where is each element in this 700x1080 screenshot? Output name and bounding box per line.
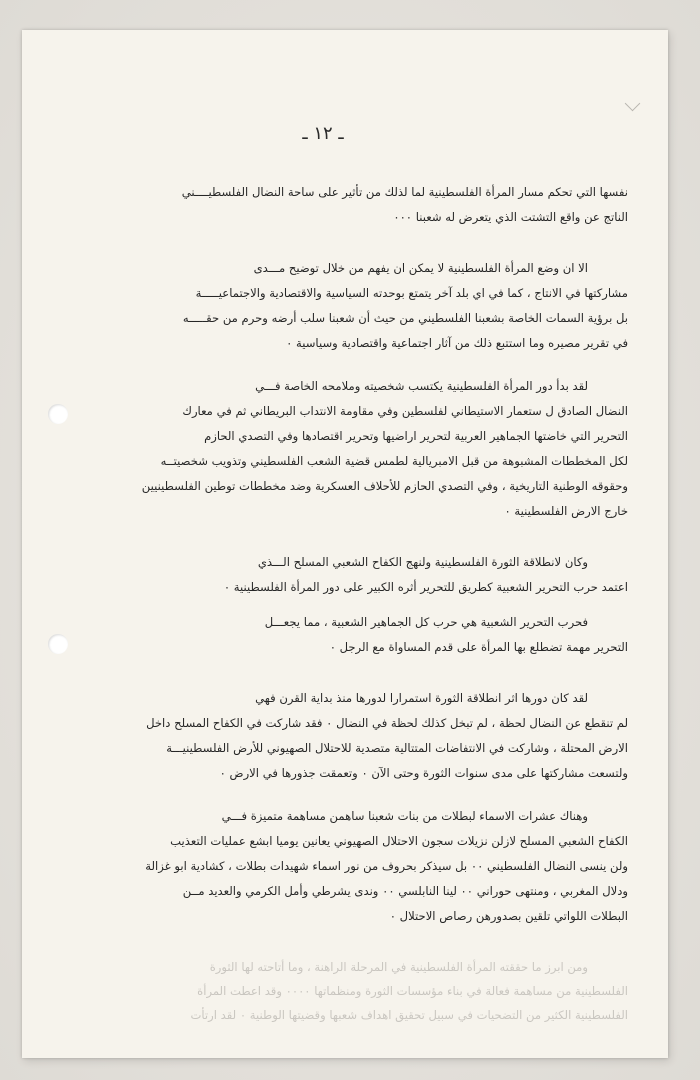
text-line: لقد كان دورها اثر انطلاقة الثورة استمرارا لدورها منذ بداية القرن فهي xyxy=(255,691,588,705)
text-line: لم تنقطع عن النضال لحظة ، لم تبخل كذلك لحظة في النضال ٠ فقد شاركت في الكفاح المسلح داخل xyxy=(146,716,628,730)
text-line: وحقوقه الوطنية التاريخية ، وفي التصدي الحازم للأحلاف العسكرية وضد مخططات توطين الفلسطينيين xyxy=(141,479,628,493)
bleedthrough-text xyxy=(48,955,628,1027)
text-line: اعتمد حرب التحرير الشعبية كطريق للتحرير أثره الكبير على دور المرأة الفلسطينية ٠ xyxy=(223,580,628,594)
paragraph-5 xyxy=(48,610,628,660)
paragraph-1 xyxy=(48,180,628,230)
text-line: فحرب التحرير الشعبية هي حرب كل الجماهير الشعبية ، مما يجعـــل xyxy=(264,615,588,629)
text-line: بل برؤية السمات الخاصة بشعبنا الفلسطيني من حيث أن شعبنا سلب أرضه وحرم من حقـــــه xyxy=(182,311,628,325)
text-line: وهناك عشرات الاسماء لبطلات من بنات شعبنا ساهمن مساهمة متميزة فـــي xyxy=(221,809,588,823)
faded-text-line: الفلسطينية من مساهمة فعالة في بناء مؤسسات الثورة ومنظماتها ٠٠٠٠ وقد اعطت المرأة xyxy=(197,984,628,998)
text-line: ودلال المغربي ، ومنتهى حوراني ٠٠ لينا النابلسي ٠٠ وندى يشرطي وأمل الكرمي والعديد مــن xyxy=(182,884,628,898)
text-line: ولن ينسى النضال الفلسطيني ٠٠ بل سيذكر بحروف من نور اسماء شهيدات بطلات ، كشادية ابو غزالة xyxy=(145,859,628,873)
faded-text-line: الفلسطينية الكثير من التضحيات في سبيل تحقيق اهداف شعبها وقضيتها الوطنية ٠ لقد ارتأت xyxy=(190,1008,628,1022)
paragraph-2 xyxy=(48,256,628,356)
document-body xyxy=(48,180,628,1027)
paragraph-3 xyxy=(48,374,628,524)
text-line: الا ان وضع المرأة الفلسطينية لا يمكن ان يفهم من خلال توضيح مـــدى xyxy=(253,261,588,275)
page-number: ـ ١٢ ـ xyxy=(302,123,344,144)
text-line: الناتج عن واقع التشتت الذي يتعرض له شعبنا ٠٠٠ xyxy=(393,210,628,224)
text-line: مشاركتها في الانتاج ، كما في اي بلد آخر يتمتع بوحدته السياسية والاقتصادية والاجتماعيـــــة xyxy=(195,286,628,300)
paragraph-7 xyxy=(48,804,628,929)
text-line: البطلات اللواتي تلقين بصدورهن رصاص الاحتلال ٠ xyxy=(389,909,628,923)
text-line: الكفاح الشعبي المسلح لازلن نزيلات سجون الاحتلال الصهيوني يعانين يوميا ابشع عمليات التعذيب xyxy=(170,834,628,848)
text-line: التحرير مهمة تضطلع بها المرأة على قدم المساواة مع الرجل ٠ xyxy=(329,640,628,654)
text-line: لكل المخططات المشبوهة من قبل الامبريالية لطمس قضية الشعب الفلسطيني وتذويب شخصيتــه xyxy=(160,454,628,468)
text-line: في تقرير مصيره وما استتبع ذلك من آثار اجتماعية واقتصادية وسياسية ٠ xyxy=(286,336,628,350)
text-line: الارض المحتلة ، وشاركت في الانتفاضات المتتالية متصدية للاحتلال الصهيوني للأرض الفلسطينيـــة xyxy=(166,741,628,755)
text-line: نفسها التي تحكم مسار المرأة الفلسطينية لما لذلك من تأثير على ساحة النضال الفلسطيــــني xyxy=(181,185,628,199)
text-line: ولتسعت مشاركتها على مدى سنوات الثورة وحتى الآن ٠ وتعمقت جذورها في الارض ٠ xyxy=(219,766,628,780)
text-line: خارج الارض الفلسطينية ٠ xyxy=(504,504,628,518)
paragraph-4 xyxy=(48,550,628,600)
text-line: وكان لانطلاقة الثورة الفلسطينية ولنهج الكفاح الشعبي المسلح الـــذي xyxy=(257,555,588,569)
text-line: التحرير التي خاضتها الجماهير العربية لتحرير اراضيها وتحرير اقتصادها وفي التصدي الحازم xyxy=(204,429,628,443)
text-line: لقد بدأ دور المرأة الفلسطينية يكتسب شخصيته وملامحه الخاصة فـــي xyxy=(255,379,588,393)
paragraph-6 xyxy=(48,686,628,786)
text-line: النضال الصادق ل ستعمار الاستيطاني لفلسطين وفي مقاومة الانتداب البريطاني ثم في معارك xyxy=(182,404,628,418)
corner-fold-mark xyxy=(625,96,641,112)
faded-text-line: ومن ابرز ما حققته المرأة الفلسطينية في المرحلة الراهنة ، وما أتاحته لها الثورة xyxy=(209,960,588,974)
